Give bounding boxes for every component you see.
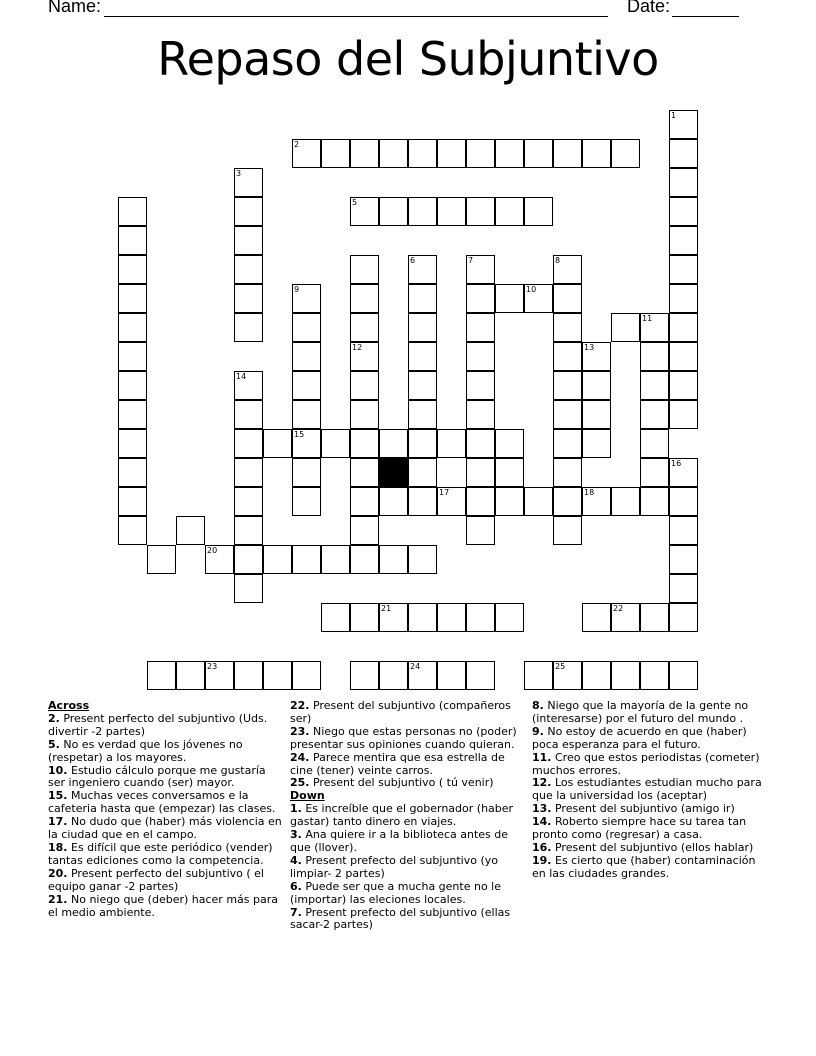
clue-number: 14 [236, 372, 247, 381]
grid-cell[interactable] [495, 458, 524, 487]
grid-cell[interactable] [234, 516, 263, 545]
grid-cell[interactable] [495, 284, 524, 313]
clue-text: Estudio cálculo porque me gustaría ser ingeniero cuando (ser) mayor. [48, 763, 266, 790]
grid-cell[interactable] [524, 284, 553, 313]
grid-cell[interactable] [669, 168, 698, 197]
clue [48, 713, 286, 739]
clue-number: 17. [48, 815, 68, 829]
grid-cell[interactable] [640, 603, 669, 632]
grid-cell[interactable] [495, 139, 524, 168]
grid-cell[interactable] [263, 661, 292, 690]
grid-cell[interactable] [408, 139, 437, 168]
clue [290, 907, 528, 933]
grid-cell[interactable] [524, 197, 553, 226]
grid-cell[interactable] [640, 400, 669, 429]
clue-number: 12 [352, 343, 363, 352]
grid-cell[interactable] [292, 487, 321, 516]
grid-cell[interactable] [408, 661, 437, 690]
grid-cell[interactable] [640, 661, 669, 690]
grid-cell[interactable] [466, 487, 495, 516]
grid-cell[interactable] [118, 487, 147, 516]
grid-cell[interactable] [350, 313, 379, 342]
grid-cell[interactable] [437, 603, 466, 632]
grid-cell[interactable] [553, 139, 582, 168]
clue-number: 7. [290, 905, 302, 919]
grid-cell[interactable] [611, 603, 640, 632]
clue [290, 829, 528, 855]
grid-cell[interactable] [437, 197, 466, 226]
clue-number: 17 [439, 488, 450, 497]
grid-cell[interactable] [292, 429, 321, 458]
grid-cell[interactable] [118, 371, 147, 400]
clue-text: No es verdad que los jóvenes no (respetar) a los mayores. [48, 737, 243, 764]
grid-cell[interactable] [640, 429, 669, 458]
clue-number: 11 [642, 314, 653, 323]
grid-cell[interactable] [408, 342, 437, 371]
grid-cell[interactable] [466, 313, 495, 342]
grid-cell[interactable] [321, 139, 350, 168]
grid-cell[interactable] [176, 661, 205, 690]
clue-number: 21. [48, 892, 68, 906]
grid-cell[interactable] [118, 313, 147, 342]
clue-text: Present prefecto del subjuntivo (ellas sacar-2 partes) [290, 905, 511, 932]
grid-cell[interactable] [466, 139, 495, 168]
grid-cell[interactable] [379, 661, 408, 690]
grid-cell[interactable] [379, 487, 408, 516]
grid-cell[interactable] [553, 661, 582, 690]
grid-cell[interactable] [466, 661, 495, 690]
grid-cell[interactable] [350, 429, 379, 458]
clue-number: 16. [532, 840, 552, 854]
grid-cell[interactable] [234, 197, 263, 226]
grid-cell[interactable] [437, 661, 466, 690]
grid-cell[interactable] [408, 545, 437, 574]
grid-cell[interactable] [118, 226, 147, 255]
grid-cell[interactable] [292, 371, 321, 400]
grid-cell[interactable] [466, 342, 495, 371]
clue-number: 3 [236, 169, 242, 178]
grid-cell[interactable] [524, 661, 553, 690]
grid-cell[interactable] [553, 516, 582, 545]
grid-cell[interactable] [350, 487, 379, 516]
grid-cell[interactable] [350, 661, 379, 690]
grid-cell[interactable] [350, 371, 379, 400]
grid-cell[interactable] [669, 342, 698, 371]
clue-number: 8. [532, 699, 544, 712]
grid-cell[interactable] [669, 603, 698, 632]
clue-text: No estoy de acuerdo en que (haber) poca esperanza para el futuro. [532, 724, 747, 751]
clue [290, 855, 528, 881]
grid-cell[interactable] [466, 603, 495, 632]
clue [48, 894, 286, 920]
clue-number: 21 [381, 604, 392, 613]
clue-text: Es increíble que el gobernador (haber gastar) tanto dinero en viajes. [290, 802, 514, 829]
grid-cell[interactable] [408, 313, 437, 342]
grid-cell[interactable] [350, 284, 379, 313]
grid-cell[interactable] [582, 371, 611, 400]
grid-cell[interactable] [437, 487, 466, 516]
clue-number: 1. [290, 802, 302, 816]
clue-number: 14. [532, 815, 552, 829]
grid-cell[interactable] [669, 371, 698, 400]
page-title: Repaso del Subjuntivo [157, 32, 659, 86]
clue-number: 13 [584, 343, 595, 352]
grid-cell[interactable] [234, 661, 263, 690]
grid-cell[interactable] [234, 371, 263, 400]
grid-cell[interactable] [553, 371, 582, 400]
clue-number: 6 [410, 256, 416, 265]
grid-cell[interactable] [147, 661, 176, 690]
grid-cell[interactable] [669, 197, 698, 226]
clue-number: 20. [48, 866, 68, 880]
grid-cell[interactable] [234, 429, 263, 458]
grid-cell[interactable] [118, 284, 147, 313]
clue [48, 868, 286, 894]
clue [48, 765, 286, 791]
grid-cell[interactable] [408, 371, 437, 400]
grid-cell[interactable] [408, 429, 437, 458]
grid-cell[interactable] [582, 603, 611, 632]
grid-cell[interactable] [466, 255, 495, 284]
clue-number: 3. [290, 828, 302, 842]
grid-cell[interactable] [234, 545, 263, 574]
grid-cell[interactable] [669, 255, 698, 284]
grid-cell[interactable] [437, 429, 466, 458]
grid-cell[interactable] [466, 197, 495, 226]
clue [532, 855, 770, 881]
grid-cell[interactable] [263, 429, 292, 458]
grid-cell[interactable] [379, 139, 408, 168]
clue-heading: Across [48, 699, 90, 712]
grid-cell[interactable] [669, 661, 698, 690]
grid-cell[interactable] [495, 197, 524, 226]
clue-text: Puede ser que a mucha gente no le (importar) las eleciones locales. [290, 879, 502, 906]
clues-column-2 [290, 700, 528, 932]
clue-text: Es difícil que este periódico (vender) tantas ediciones como la competencia. [48, 840, 273, 867]
grid-cell[interactable] [350, 603, 379, 632]
clue-text: Present perfecto del subjuntivo (Uds. divertir -2 partes) [48, 711, 268, 738]
clue-number: 15 [294, 430, 305, 439]
grid-cell[interactable] [292, 342, 321, 371]
clue [48, 816, 286, 842]
clue-number: 4. [290, 853, 302, 867]
grid-cell[interactable] [669, 110, 698, 139]
grid-cell[interactable] [234, 284, 263, 313]
grid-cell[interactable] [582, 400, 611, 429]
clue [290, 881, 528, 907]
grid-cell[interactable] [669, 574, 698, 603]
grid-cell[interactable] [118, 400, 147, 429]
grid-cell[interactable] [350, 197, 379, 226]
grid-cell[interactable] [669, 516, 698, 545]
grid-cell[interactable] [582, 139, 611, 168]
clue-number: 7 [468, 256, 474, 265]
clue-text: Present del subjuntivo ( tú venir) [309, 776, 494, 790]
grid-cell[interactable] [669, 139, 698, 168]
grid-cell[interactable] [350, 139, 379, 168]
grid-cell[interactable] [234, 255, 263, 284]
clue-text: Present del subjuntivo (amigo ir) [551, 802, 735, 816]
clue-number: 19. [532, 853, 552, 867]
grid-cell[interactable] [553, 313, 582, 342]
grid-cell[interactable] [292, 661, 321, 690]
grid-cell[interactable] [669, 284, 698, 313]
grid-cell[interactable] [350, 458, 379, 487]
grid-cell[interactable] [466, 429, 495, 458]
grid-cell[interactable] [118, 429, 147, 458]
grid-cell[interactable] [205, 545, 234, 574]
name-label: Name: [48, 0, 102, 16]
clue-number: 8 [555, 256, 561, 265]
clue-number: 24. [290, 750, 310, 764]
grid-cell[interactable] [669, 545, 698, 574]
clue [290, 752, 528, 778]
clue [532, 816, 770, 842]
grid-cell[interactable] [350, 400, 379, 429]
grid-cell[interactable] [321, 429, 350, 458]
grid-cell[interactable] [553, 429, 582, 458]
grid-cell[interactable] [234, 458, 263, 487]
clue-number: 6. [290, 879, 302, 893]
grid-cell[interactable] [118, 342, 147, 371]
grid-cell[interactable] [669, 458, 698, 487]
clue-number: 23. [290, 724, 310, 738]
grid-cell[interactable] [495, 603, 524, 632]
clue-number: 25. [290, 776, 310, 790]
grid-cell[interactable] [292, 284, 321, 313]
grid-cell[interactable] [669, 487, 698, 516]
grid-cell[interactable] [553, 342, 582, 371]
grid-cell[interactable] [350, 342, 379, 371]
grid-cell[interactable] [582, 429, 611, 458]
clue-text: Present del subjuntivo (compañeros ser) [290, 699, 511, 725]
grid-cell[interactable] [553, 487, 582, 516]
grid-cell[interactable] [466, 400, 495, 429]
grid-cell[interactable] [234, 168, 263, 197]
clue-number: 9. [532, 724, 544, 738]
grid-cell[interactable] [553, 400, 582, 429]
clues-column-3 [532, 700, 770, 881]
grid-cell[interactable] [292, 458, 321, 487]
clue [532, 700, 770, 726]
clue-number: 9 [294, 285, 300, 294]
grid-cell[interactable] [582, 342, 611, 371]
grid-cell[interactable] [466, 371, 495, 400]
grid-cell[interactable] [408, 400, 437, 429]
grid-cell[interactable] [669, 226, 698, 255]
grid-cell[interactable] [495, 429, 524, 458]
grid-cell[interactable] [234, 226, 263, 255]
grid-cell[interactable] [350, 516, 379, 545]
grid-cell[interactable] [669, 313, 698, 342]
clue-number: 22. [290, 699, 310, 712]
grid-cell[interactable] [234, 400, 263, 429]
clue-text: Niego que la mayoría de la gente no (interesarse) por el futuro del mundo . [532, 699, 749, 725]
clue [532, 777, 770, 803]
clue-text: Present perfecto del subjuntivo ( el equipo ganar -2 partes) [48, 866, 264, 893]
grid-cell[interactable] [408, 284, 437, 313]
grid-cell[interactable] [292, 400, 321, 429]
grid-cell[interactable] [582, 487, 611, 516]
clue-number: 10 [526, 285, 537, 294]
clue-text: Muchas veces conversamos e la cafeteria hasta que (empezar) las clases. [48, 789, 276, 816]
grid-cell[interactable] [205, 661, 234, 690]
grid-cell[interactable] [234, 487, 263, 516]
grid-cell[interactable] [640, 313, 669, 342]
grid-cell[interactable] [495, 487, 524, 516]
clue-text: No dudo que (haber) más violencia en la ciudad que en el campo. [48, 815, 282, 842]
grid-cell[interactable] [553, 284, 582, 313]
grid-cell[interactable] [611, 139, 640, 168]
grid-cell[interactable] [379, 603, 408, 632]
grid-cell[interactable] [292, 313, 321, 342]
clue [532, 752, 770, 778]
clue-number: 18 [584, 488, 595, 497]
clue-text: Present prefecto del subjuntivo (yo limpiar- 2 partes) [290, 853, 498, 880]
clue [290, 803, 528, 829]
grid-cell[interactable] [553, 458, 582, 487]
grid-cell[interactable] [582, 661, 611, 690]
clue [290, 726, 528, 752]
grid-cell[interactable] [553, 255, 582, 284]
clue-number: 22 [613, 604, 624, 613]
clue [48, 790, 286, 816]
clue-number: 10. [48, 763, 68, 777]
clue-number: 11. [532, 750, 552, 764]
grid-cell-blocked [379, 458, 408, 487]
grid-cell[interactable] [292, 139, 321, 168]
grid-cell[interactable] [640, 458, 669, 487]
grid-cell[interactable] [611, 661, 640, 690]
grid-cell[interactable] [408, 458, 437, 487]
grid-cell[interactable] [234, 313, 263, 342]
grid-cell[interactable] [118, 516, 147, 545]
clue-text: Niego que estas personas no (poder) presentar sus opiniones cuando quieran. [290, 724, 517, 751]
clue [290, 777, 528, 790]
grid-cell[interactable] [176, 516, 205, 545]
grid-cell[interactable] [321, 603, 350, 632]
clue-text: Ana quiere ir a la biblioteca antes de que (llover). [290, 828, 509, 854]
clue-number: 18. [48, 840, 68, 854]
clue-number: 15. [48, 789, 68, 803]
clue-number: 5. [48, 737, 60, 751]
clue-text: Present del subjuntivo (ellos hablar) [551, 840, 754, 854]
grid-cell[interactable] [466, 458, 495, 487]
grid-cell[interactable] [524, 487, 553, 516]
clue-number: 1 [671, 111, 677, 120]
grid-cell[interactable] [350, 255, 379, 284]
grid-cell[interactable] [379, 197, 408, 226]
clue-number: 2. [48, 711, 60, 725]
grid-cell[interactable] [408, 603, 437, 632]
grid-cell[interactable] [669, 400, 698, 429]
clues-column-1 [48, 700, 286, 919]
grid-cell[interactable] [640, 487, 669, 516]
grid-cell[interactable] [379, 545, 408, 574]
grid-cell[interactable] [263, 545, 292, 574]
grid-cell[interactable] [118, 255, 147, 284]
clue-text: Los estudiantes estudian mucho para que la universidad los (aceptar) [532, 776, 762, 803]
grid-cell[interactable] [292, 545, 321, 574]
clue [532, 726, 770, 752]
clue-text: No niego que (deber) hacer más para el medio ambiente. [48, 892, 278, 919]
grid-cell[interactable] [408, 255, 437, 284]
clue-text: Es cierto que (haber) contaminación en las ciudades grandes. [532, 853, 756, 880]
grid-cell[interactable] [524, 139, 553, 168]
clue-number: 2 [294, 140, 300, 149]
clue-number: 5 [352, 198, 358, 207]
clue [48, 842, 286, 868]
grid-cell[interactable] [408, 487, 437, 516]
clue-number: 20 [207, 546, 218, 555]
date-label: Date: [627, 0, 671, 16]
grid-cell[interactable] [379, 429, 408, 458]
clue [48, 739, 286, 765]
clue-text: Parece mentira que esa estrella de cine (tener) veinte carros. [290, 750, 505, 777]
grid-cell[interactable] [437, 139, 466, 168]
clue-text: Roberto siempre hace su tarea tan pronto como (regresar) a casa. [532, 815, 747, 842]
grid-cell[interactable] [234, 574, 263, 603]
clue-number: 23 [207, 662, 218, 671]
clue-text: Creo que estos periodistas (cometer) muchos errores. [532, 750, 760, 777]
grid-cell[interactable] [118, 197, 147, 226]
grid-cell[interactable] [611, 487, 640, 516]
grid-cell[interactable] [118, 458, 147, 487]
clue-number: 24 [410, 662, 421, 671]
clue [290, 700, 528, 726]
grid-cell[interactable] [640, 342, 669, 371]
clue-number: 12. [532, 776, 552, 790]
grid-cell[interactable] [466, 516, 495, 545]
grid-cell[interactable] [640, 371, 669, 400]
clue-heading: Down [290, 789, 325, 803]
clue-number: 13. [532, 802, 552, 816]
grid-cell[interactable] [466, 284, 495, 313]
grid-cell[interactable] [350, 545, 379, 574]
grid-cell[interactable] [408, 197, 437, 226]
grid-cell[interactable] [611, 313, 640, 342]
grid-cell[interactable] [321, 545, 350, 574]
grid-cell[interactable] [147, 545, 176, 574]
clue-number: 25 [555, 662, 566, 671]
clue-number: 16 [671, 459, 682, 468]
